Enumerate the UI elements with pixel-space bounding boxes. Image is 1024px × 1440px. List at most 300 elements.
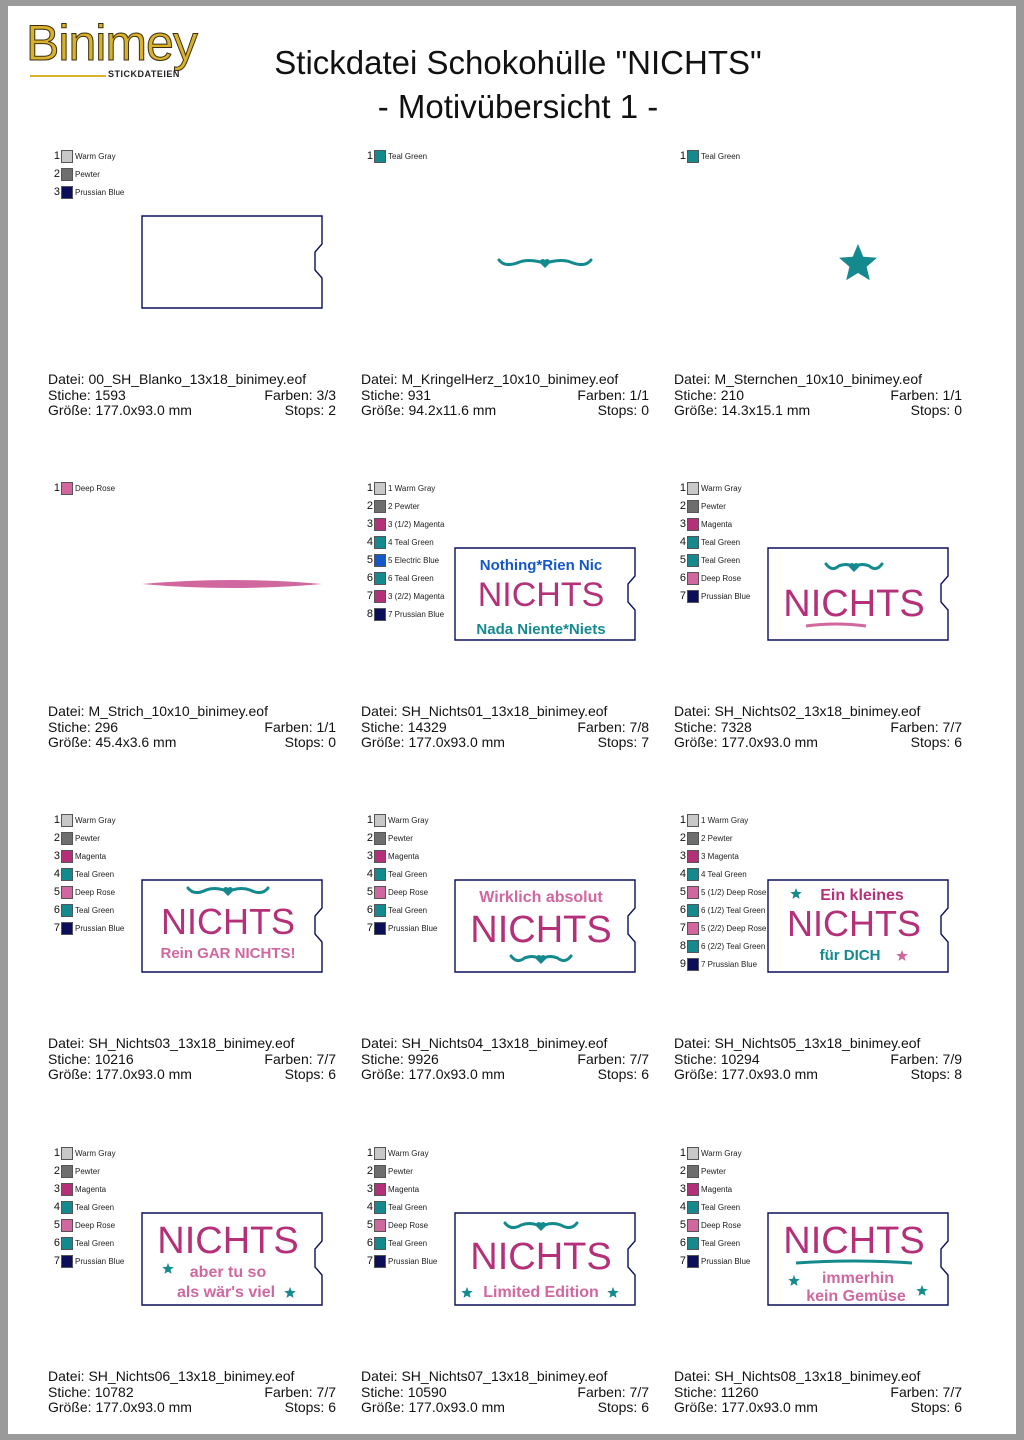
color-swatch: [61, 868, 73, 881]
legend-number: 6: [366, 1237, 373, 1249]
legend-color-name: Deep Rose: [75, 888, 116, 897]
file-name-row: [674, 372, 962, 388]
legend-number: 2: [366, 500, 373, 512]
stitch-count: Stiche: 9926: [361, 1050, 439, 1067]
legend-color-name: Deep Rose: [388, 1221, 429, 1230]
legend-item: [361, 1147, 481, 1165]
stitch-count: Stiche: 7328: [674, 718, 752, 735]
legend-item: [48, 168, 168, 186]
file-name-row: [361, 372, 649, 388]
legend-color-name: 6 Teal Green: [388, 574, 434, 583]
color-swatch: [374, 868, 386, 881]
file-info: [361, 372, 649, 419]
motif-top-text: Wirklich absolut: [479, 889, 603, 906]
stitch-count: Stiche: 14329: [361, 718, 447, 735]
size-row: [48, 1067, 336, 1083]
file-info: [674, 372, 962, 419]
legend-number: 3: [679, 1183, 686, 1195]
color-swatch: [687, 904, 699, 917]
color-swatch: [687, 572, 699, 585]
motif-bottom-text-2: als wär's viel: [176, 1284, 276, 1301]
stop-count: Stops: 8: [910, 1066, 962, 1082]
legend-number: 7: [53, 1255, 60, 1267]
color-swatch: [687, 482, 699, 495]
motif-top-text: Nothing*Rien Nic: [479, 557, 603, 574]
stitch-row: [361, 1052, 649, 1068]
legend-number: 1: [53, 814, 60, 826]
legend-color-name: Teal Green: [701, 152, 741, 161]
motif-bottom-text: für DICH: [819, 947, 881, 964]
color-swatch: [687, 832, 699, 845]
legend-number: 9: [679, 958, 686, 970]
legend-number: 5: [366, 886, 373, 898]
legend-number: 5: [366, 1219, 373, 1231]
color-swatch: [61, 1237, 73, 1250]
legend-number: 3: [366, 1183, 373, 1195]
motif-main-text: NICHTS: [470, 909, 612, 951]
legend-number: 1: [53, 482, 60, 494]
color-swatch: [374, 590, 386, 603]
legend-color-name: 4 Teal Green: [701, 870, 747, 879]
motif-card: [48, 482, 348, 782]
file-name-row: [674, 704, 962, 720]
legend-number: 1: [53, 1147, 60, 1159]
size-row: [674, 1067, 962, 1083]
file-info: [48, 1369, 336, 1416]
legend-color-name: Warm Gray: [388, 816, 429, 825]
color-swatch: [687, 554, 699, 567]
legend-item: [674, 1165, 794, 1183]
file-name-row: [48, 1369, 336, 1385]
legend-number: 7: [679, 922, 686, 934]
stitch-row: [361, 720, 649, 736]
size-row: [674, 1400, 962, 1416]
legend-item: [361, 1165, 481, 1183]
legend-item: [48, 814, 168, 832]
design-size: Größe: 14.3x15.1 mm: [674, 402, 811, 418]
legend-number: 4: [679, 536, 686, 548]
legend-color-name: Pewter: [75, 834, 100, 843]
legend-color-name: 4 Teal Green: [388, 538, 434, 547]
design-size: Größe: 177.0x93.0 mm: [361, 1066, 505, 1082]
stitch-count: Stiche: 10294: [674, 1050, 760, 1067]
motif-main-text: NICHTS: [161, 901, 295, 942]
legend-number: 1: [53, 150, 60, 162]
file-info: [361, 704, 649, 751]
motif-card: [48, 814, 348, 1114]
stitch-row: [48, 720, 336, 736]
size-row: [48, 403, 336, 419]
legend-color-name: Deep Rose: [701, 574, 742, 583]
color-swatch: [61, 1201, 73, 1214]
pouch-outline: [142, 216, 322, 308]
file-name: Datei: SH_Nichts04_13x18_binimey.eof: [361, 1035, 608, 1051]
legend-color-name: Deep Rose: [75, 484, 116, 493]
color-count: Farben: 3/3: [264, 386, 336, 403]
stitch-count: Stiche: 931: [361, 386, 432, 403]
color-swatch: [374, 482, 386, 495]
color-swatch: [374, 536, 386, 549]
legend-color-name: Pewter: [701, 1167, 726, 1176]
motif-preview: [140, 878, 324, 974]
color-swatch: [687, 886, 699, 899]
legend-color-name: 3 Magenta: [701, 852, 739, 861]
legend-number: 1: [679, 482, 686, 494]
legend-number: 6: [53, 1237, 60, 1249]
color-swatch: [687, 1219, 699, 1232]
legend-item: [361, 814, 481, 832]
legend-color-name: 2 Pewter: [701, 834, 733, 843]
color-count: Farben: 7/9: [890, 1050, 962, 1067]
legend-item: [48, 186, 168, 204]
motif-preview: [766, 214, 950, 310]
legend-number: 2: [53, 832, 60, 844]
stop-count: Stops: 6: [284, 1066, 336, 1082]
color-swatch: [374, 850, 386, 863]
legend-color-name: Teal Green: [75, 1203, 115, 1212]
color-count: Farben: 7/7: [577, 1383, 649, 1400]
legend-number: 6: [679, 572, 686, 584]
color-swatch: [61, 1165, 73, 1178]
design-size: Größe: 94.2x11.6 mm: [361, 402, 497, 418]
stitch-row: [674, 720, 962, 736]
file-name: Datei: SH_Nichts06_13x18_binimey.eof: [48, 1368, 295, 1384]
legend-color-name: Magenta: [701, 1185, 733, 1194]
legend-number: 2: [679, 1165, 686, 1177]
legend-number: 3: [53, 1183, 60, 1195]
design-size: Größe: 177.0x93.0 mm: [361, 1399, 505, 1415]
legend-item: [674, 518, 794, 536]
legend-color-name: Teal Green: [388, 870, 428, 879]
motif-card: [361, 814, 661, 1114]
motif-main-text: NICHTS: [470, 1236, 612, 1278]
legend-color-name: Teal Green: [388, 152, 428, 161]
motif-preview: [453, 878, 637, 974]
design-size: Größe: 177.0x93.0 mm: [361, 734, 505, 750]
color-count: Farben: 1/1: [264, 718, 336, 735]
stroke-line: [142, 580, 322, 588]
legend-number: 4: [679, 1201, 686, 1213]
legend-color-name: Warm Gray: [388, 1149, 429, 1158]
stitch-row: [674, 388, 962, 404]
color-swatch: [687, 1165, 699, 1178]
legend-color-name: 5 (2/2) Deep Rose: [701, 924, 767, 933]
color-swatch: [374, 814, 386, 827]
legend-number: 3: [53, 186, 60, 198]
legend-number: 1: [366, 150, 373, 162]
file-name: Datei: M_Strich_10x10_binimey.eof: [48, 703, 268, 719]
motif-main-text: NICHTS: [783, 583, 925, 625]
color-swatch: [374, 1165, 386, 1178]
legend-number: 5: [53, 1219, 60, 1231]
motif-bottom-text-2: kein Gemüse: [806, 1288, 906, 1305]
legend-color-name: Magenta: [75, 852, 107, 861]
legend-item: [48, 150, 168, 168]
color-swatch: [61, 482, 73, 495]
motif-bottom-text: Rein GAR NICHTS!: [160, 945, 296, 962]
legend-color-name: Prussian Blue: [75, 924, 125, 933]
legend-item: [48, 832, 168, 850]
color-swatch: [687, 1147, 699, 1160]
motif-bottom-text: immerhin: [821, 1270, 895, 1287]
legend-color-name: Pewter: [388, 1167, 413, 1176]
color-swatch: [374, 1219, 386, 1232]
stitch-row: [361, 1385, 649, 1401]
legend-color-name: Deep Rose: [75, 1221, 116, 1230]
file-name: Datei: M_KringelHerz_10x10_binimey.eof: [361, 371, 619, 387]
stitch-count: Stiche: 10590: [361, 1383, 447, 1400]
legend-number: 3: [366, 850, 373, 862]
color-swatch: [687, 150, 699, 163]
color-swatch: [374, 886, 386, 899]
legend-number: 5: [679, 1219, 686, 1231]
file-name: Datei: SH_Nichts05_13x18_binimey.eof: [674, 1035, 921, 1051]
file-info: [674, 704, 962, 751]
color-count: Farben: 1/1: [890, 386, 962, 403]
color-swatch: [687, 814, 699, 827]
legend-color-name: 5 (1/2) Deep Rose: [701, 888, 767, 897]
size-row: [361, 403, 649, 419]
legend-number: 8: [679, 940, 686, 952]
motif-preview: [766, 1211, 950, 1307]
legend-number: 2: [53, 1165, 60, 1177]
color-swatch: [61, 1147, 73, 1160]
stitch-count: Stiche: 296: [48, 718, 119, 735]
motif-card: [674, 1147, 974, 1440]
file-name-row: [48, 372, 336, 388]
stop-count: Stops: 6: [597, 1066, 649, 1082]
legend-number: 7: [679, 590, 686, 602]
stop-count: Stops: 0: [910, 402, 962, 418]
motif-card: [674, 482, 974, 782]
stitch-row: [48, 1052, 336, 1068]
file-name-row: [361, 704, 649, 720]
file-name: Datei: SH_Nichts08_13x18_binimey.eof: [674, 1368, 921, 1384]
color-swatch: [687, 518, 699, 531]
motif-bottom-text: Limited Edition: [483, 1284, 599, 1301]
color-swatch: [374, 572, 386, 585]
motif-preview: [140, 214, 324, 310]
legend-color-name: 7 Prussian Blue: [701, 960, 758, 969]
color-swatch: [61, 904, 73, 917]
legend-number: 1: [366, 814, 373, 826]
legend-number: 6: [53, 904, 60, 916]
motif-card: [674, 150, 974, 450]
design-size: Größe: 177.0x93.0 mm: [48, 1399, 192, 1415]
legend-color-name: Warm Gray: [701, 484, 742, 493]
size-row: [361, 1067, 649, 1083]
legend-color-name: Deep Rose: [701, 1221, 742, 1230]
stop-count: Stops: 6: [284, 1399, 336, 1415]
color-swatch: [374, 1183, 386, 1196]
legend-item: [48, 482, 168, 500]
legend-number: 3: [366, 518, 373, 530]
motif-main-text: NICHTS: [157, 1220, 299, 1262]
file-info: [48, 1036, 336, 1083]
file-name-row: [361, 1369, 649, 1385]
color-count: Farben: 7/8: [577, 718, 649, 735]
legend-item: [674, 482, 794, 500]
file-name-row: [674, 1036, 962, 1052]
stop-count: Stops: 6: [910, 734, 962, 750]
legend-number: 6: [679, 904, 686, 916]
motif-top-text: Ein kleines: [820, 887, 904, 904]
legend-color-name: Teal Green: [701, 1239, 741, 1248]
legend-color-name: Warm Gray: [75, 1149, 116, 1158]
color-swatch: [374, 1237, 386, 1250]
legend-color-name: Warm Gray: [75, 152, 116, 161]
legend-item: [361, 150, 481, 168]
legend-item: [674, 1183, 794, 1201]
motif-preview: [453, 546, 637, 642]
legend-item: [48, 850, 168, 868]
legend-item: [361, 850, 481, 868]
legend-number: 5: [679, 554, 686, 566]
legend-number: 2: [366, 1165, 373, 1177]
motif-preview: [453, 1211, 637, 1307]
legend-color-name: Teal Green: [388, 1239, 428, 1248]
color-swatch: [61, 886, 73, 899]
legend-number: 4: [53, 1201, 60, 1213]
color-swatch: [61, 922, 73, 935]
legend-item: [674, 150, 794, 168]
stitch-row: [674, 1052, 962, 1068]
color-count: Farben: 7/7: [890, 1383, 962, 1400]
design-size: Größe: 177.0x93.0 mm: [48, 402, 192, 418]
file-info: [361, 1369, 649, 1416]
motif-bottom-text: aber tu so: [189, 1264, 267, 1281]
legend-number: 4: [679, 868, 686, 880]
color-swatch: [61, 850, 73, 863]
page-title: Stickdatei Schokohülle "NICHTS": [274, 44, 762, 81]
legend-item: [48, 1147, 168, 1165]
design-size: Größe: 45.4x3.6 mm: [48, 734, 177, 750]
stitch-count: Stiche: 1593: [48, 386, 126, 403]
legend-number: 8: [366, 608, 373, 620]
color-swatch: [61, 1255, 73, 1268]
legend-item: [674, 832, 794, 850]
legend-number: 4: [366, 1201, 373, 1213]
legend-color-name: Teal Green: [75, 906, 115, 915]
legend-number: 1: [366, 482, 373, 494]
size-row: [361, 1400, 649, 1416]
design-size: Größe: 177.0x93.0 mm: [674, 1399, 818, 1415]
legend-number: 1: [679, 150, 686, 162]
legend-color-name: Magenta: [388, 852, 420, 861]
motif-main-text: NICHTS: [787, 903, 921, 944]
stitch-row: [674, 1385, 962, 1401]
file-info: [48, 704, 336, 751]
motif-main-text: NICHTS: [783, 1220, 925, 1262]
color-count: Farben: 7/7: [264, 1383, 336, 1400]
motif-card: [361, 150, 661, 450]
legend-color-name: Prussian Blue: [388, 1257, 438, 1266]
stop-count: Stops: 6: [597, 1399, 649, 1415]
legend-number: 7: [366, 922, 373, 934]
file-name: Datei: SH_Nichts02_13x18_binimey.eof: [674, 703, 921, 719]
legend-item: [674, 1147, 794, 1165]
legend-color-name: Magenta: [388, 1185, 420, 1194]
file-info: [674, 1369, 962, 1416]
motif-card: [48, 150, 348, 450]
motif-bottom-text: Nada Niente*Niets: [476, 621, 606, 638]
motif-preview: [453, 214, 637, 310]
motif-preview: [140, 1211, 324, 1307]
color-swatch: [374, 554, 386, 567]
legend-color-name: 1 Warm Gray: [388, 484, 436, 493]
legend-color-name: 3 (1/2) Magenta: [388, 520, 445, 529]
color-swatch: [687, 500, 699, 513]
file-name: Datei: SH_Nichts01_13x18_binimey.eof: [361, 703, 608, 719]
legend-item: [674, 500, 794, 518]
color-swatch: [687, 940, 699, 953]
motif-preview: [766, 546, 950, 642]
size-row: [48, 1400, 336, 1416]
legend-item: [361, 518, 481, 536]
legend-color-name: 6 (1/2) Teal Green: [701, 906, 766, 915]
motif-main-text: NICHTS: [477, 576, 605, 614]
color-swatch: [687, 868, 699, 881]
size-row: [361, 735, 649, 751]
legend-number: 2: [679, 832, 686, 844]
page-subtitle: - Motivübersicht 1 -: [377, 88, 659, 125]
legend-color-name: Prussian Blue: [75, 1257, 125, 1266]
star-icon: [839, 244, 877, 280]
legend-number: 4: [366, 868, 373, 880]
color-swatch: [687, 590, 699, 603]
motif-card: [361, 1147, 661, 1440]
legend-number: 3: [679, 850, 686, 862]
legend-item: [361, 1183, 481, 1201]
stitch-count: Stiche: 210: [674, 386, 745, 403]
color-swatch: [687, 958, 699, 971]
design-size: Größe: 177.0x93.0 mm: [48, 1066, 192, 1082]
color-swatch: [687, 1201, 699, 1214]
design-size: Größe: 177.0x93.0 mm: [674, 734, 818, 750]
file-info: [48, 372, 336, 419]
legend-item: [674, 850, 794, 868]
file-name: Datei: 00_SH_Blanko_13x18_binimey.eof: [48, 371, 307, 387]
legend-color-name: Prussian Blue: [701, 1257, 751, 1266]
stop-count: Stops: 7: [597, 734, 649, 750]
file-name-row: [48, 1036, 336, 1052]
file-info: [674, 1036, 962, 1083]
legend-color-name: Warm Gray: [75, 816, 116, 825]
legend-number: 4: [366, 536, 373, 548]
legend-number: 2: [679, 500, 686, 512]
motif-card: [674, 814, 974, 1114]
stitch-count: Stiche: 10782: [48, 1383, 134, 1400]
legend-number: 2: [53, 168, 60, 180]
legend-number: 6: [366, 572, 373, 584]
file-name-row: [674, 1369, 962, 1385]
legend-item: [674, 814, 794, 832]
page: [8, 6, 1016, 1434]
legend-number: 5: [53, 886, 60, 898]
file-name: Datei: M_Sternchen_10x10_binimey.eof: [674, 371, 923, 387]
legend-number: 6: [366, 904, 373, 916]
legend-color-name: 3 (2/2) Magenta: [388, 592, 445, 601]
size-row: [674, 735, 962, 751]
legend-number: 7: [679, 1255, 686, 1267]
color-swatch: [687, 1255, 699, 1268]
legend-color-name: Teal Green: [75, 1239, 115, 1248]
legend-number: 2: [366, 832, 373, 844]
legend-number: 1: [679, 814, 686, 826]
logo-wordmark: Binimey: [26, 15, 197, 71]
stitch-row: [361, 388, 649, 404]
legend-color-name: Pewter: [75, 1167, 100, 1176]
